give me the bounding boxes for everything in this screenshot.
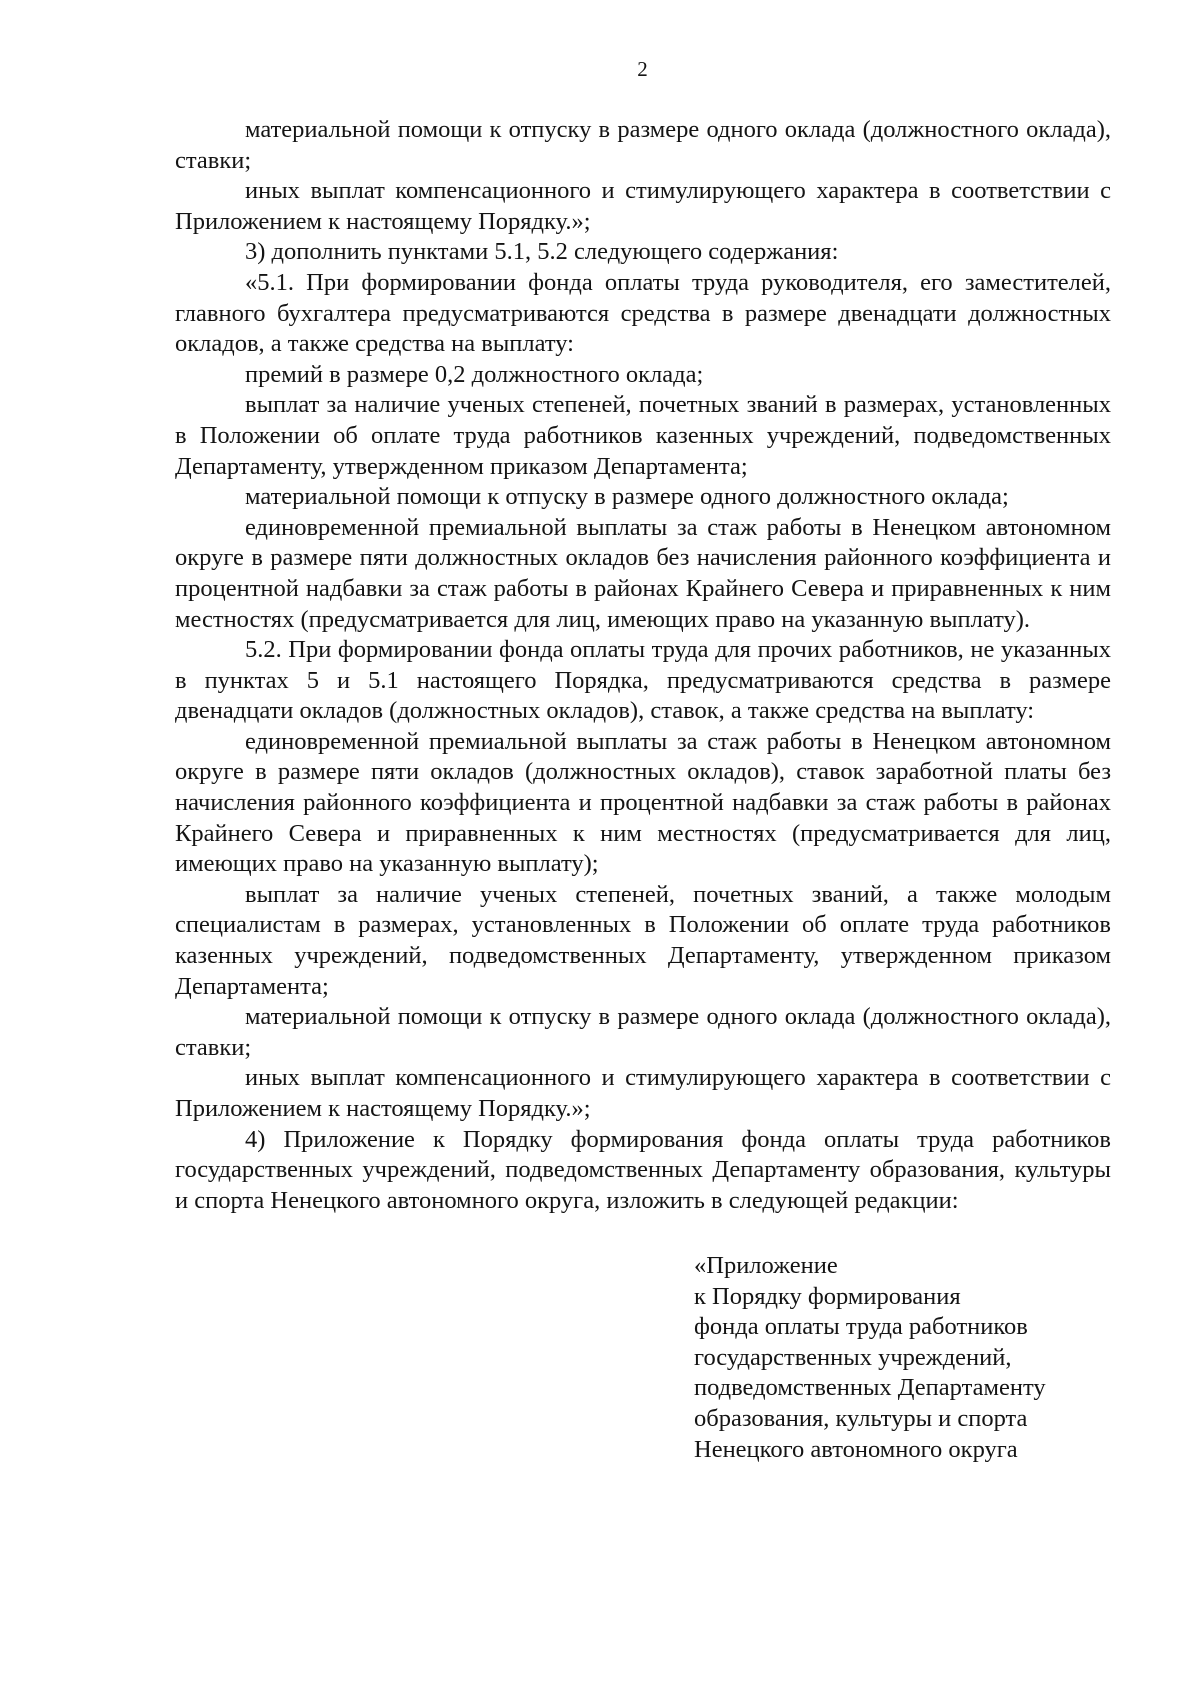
paragraph: материальной помощи к отпуску в размере одного должностного оклада; [245,483,1009,511]
appendix-header-line: Ненецкого автономного округа [694,1435,1018,1463]
paragraph: иных выплат компенсационного и стимулирующего характера в соответствии с Приложением к настоящему Порядку.»; [175,177,1111,235]
appendix-header-line: подведомственных Департаменту [694,1374,1046,1402]
appendix-header-line: к Порядку формирования [694,1282,961,1310]
paragraph: иных выплат компенсационного и стимулирующего характера в соответствии с Приложением к настоящему Порядку.»; [175,1064,1111,1122]
paragraph: выплат за наличие ученых степеней, почетных званий в размерах, установленных в Положении об оплате труда работников казенных учреждений, подведомственных Департаменту, утвержденном приказом Департамента; [175,391,1111,480]
paragraph: премий в размере 0,2 должностного оклада; [245,360,704,388]
appendix-header [694,1251,1114,1465]
paragraph: «5.1. При формировании фонда оплаты труда руководителя, его заместителей, главного бухгалтера предусматриваются средства в размере двенадцати должностных окладов, а также средства на выплату: [175,268,1111,358]
paragraph: 4) Приложение к Порядку формирования фонда оплаты труда работников государственных учреждений, подведомственных Департаменту образования, культуры и спорта Ненецкого автономного округа, изложить в следующей редакции: [175,1125,1111,1214]
paragraph: 3) дополнить пунктами 5.1, 5.2 следующего содержания: [245,238,839,266]
paragraph: единовременной премиальной выплаты за стаж работы в Ненецком автономном округе в размере пяти окладов (должностных окладов), ставок заработной платы без начисления районного коэффициента и процентной надбавки за стаж работы в районах Крайнего Севера и приравненных к ним местностях (предусматривается для лиц, имеющих право на указанную выплату); [175,727,1111,878]
paragraph: единовременной премиальной выплаты за стаж работы в Ненецком автономном округе в размере пяти должностных окладов без начисления районного коэффициента и процентной надбавки за стаж работы в районах Крайнего Севера и приравненных к ним местностях (предусматривается для лиц, имеющих право на указанную выплату). [175,513,1111,633]
appendix-header-line: государственных учреждений, [694,1343,1012,1371]
document-body [175,115,1111,1216]
page-number: 2 [637,57,648,81]
paragraph: выплат за наличие ученых степеней, почетных званий, а также молодым специалистам в размерах, установленных в Положении об оплате труда работников казенных учреждений, подведомственных Департаменту, утвержденном приказом Департамента; [175,880,1111,1000]
appendix-header-line: фонда оплаты труда работников [694,1313,1028,1341]
appendix-header-line: образования, культуры и спорта [694,1404,1028,1432]
paragraph: материальной помощи к отпуску в размере одного оклада (должностного оклада), ставки; [175,1003,1111,1061]
paragraph: 5.2. При формировании фонда оплаты труда для прочих работников, не указанных в пунктах 5 и 5.1 настоящего Порядка, предусматриваются средства в размере двенадцати окладов (должностных окладов), ставок, а также средства на выплату: [175,636,1111,725]
appendix-header-line: «Приложение [694,1252,838,1279]
paragraph: материальной помощи к отпуску в размере одного оклада (должностного оклада), ставки; [175,116,1111,174]
